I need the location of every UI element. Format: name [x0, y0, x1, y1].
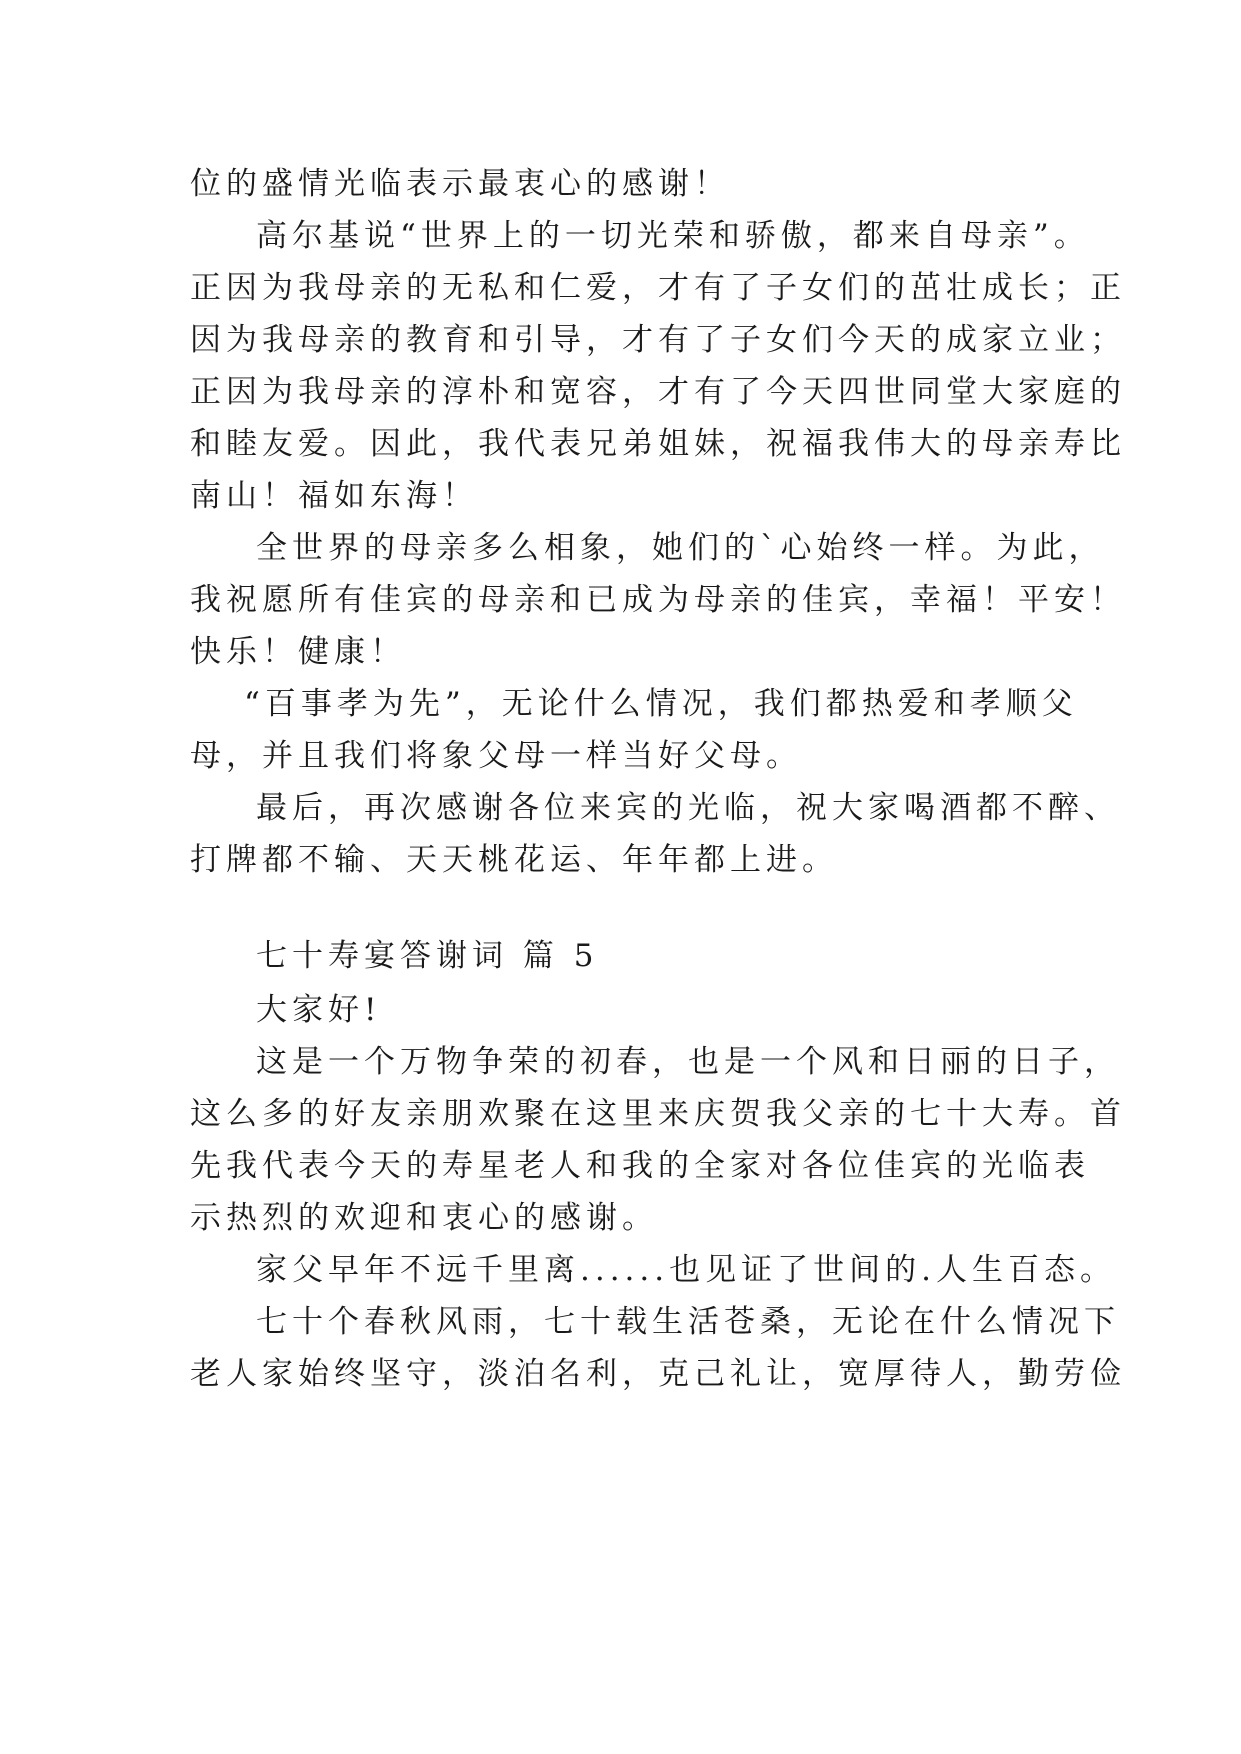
section-heading: 七十寿宴答谢词 篇 5 — [256, 938, 599, 974]
paragraph-line: 老人家始终坚守，淡泊名利，克己礼让，宽厚待人，勤劳俭 — [190, 1356, 1126, 1392]
paragraph-line: 这是一个万物争荣的初春，也是一个风和日丽的日子， — [256, 1044, 1120, 1080]
paragraph-line: “百事孝为先”，无论什么情况，我们都热爱和孝顺父 — [244, 686, 1078, 722]
paragraph-line: 这么多的好友亲朋欢聚在这里来庆贺我父亲的七十大寿。首 — [190, 1096, 1126, 1132]
paragraph-line: 高尔基说“世界上的一切光荣和骄傲，都来自母亲”。 — [256, 218, 1090, 254]
paragraph-line: 最后，再次感谢各位来宾的光临，祝大家喝酒都不醉、 — [256, 790, 1120, 826]
paragraph-line: 正因为我母亲的淳朴和宽容，才有了今天四世同堂大家庭的 — [190, 374, 1126, 410]
paragraph-line: 先我代表今天的寿星老人和我的全家对各位佳宾的光临表 — [190, 1148, 1090, 1184]
paragraph-line: 南山！福如东海！ — [190, 478, 478, 514]
paragraph-line: 家父早年不远千里离......也见证了世间的.人生百态。 — [256, 1252, 1116, 1288]
paragraph-line: 打牌都不输、天天桃花运、年年都上进。 — [190, 842, 838, 878]
paragraph-line: 我祝愿所有佳宾的母亲和已成为母亲的佳宾，幸福！平安！ — [190, 582, 1126, 618]
paragraph-line: 全世界的母亲多么相象，她们的`心始终一样。为此， — [256, 530, 1105, 566]
paragraph-line: 和睦友爱。因此，我代表兄弟姐妹，祝福我伟大的母亲寿比 — [190, 426, 1126, 462]
greeting-line: 大家好! — [256, 992, 382, 1028]
paragraph-line: 位的盛情光临表示最衷心的感谢！ — [190, 166, 730, 202]
paragraph-line: 正因为我母亲的无私和仁爱，才有了子女们的茁壮成长；正 — [190, 270, 1126, 306]
paragraph-line: 因为我母亲的教育和引导，才有了子女们今天的成家立业； — [190, 322, 1126, 358]
paragraph-line: 母，并且我们将象父母一样当好父母。 — [190, 738, 802, 774]
paragraph-line: 示热烈的欢迎和衷心的感谢。 — [190, 1200, 658, 1236]
paragraph-line: 快乐！健康！ — [190, 634, 406, 670]
paragraph-line: 七十个春秋风雨，七十载生活苍桑，无论在什么情况下 — [256, 1304, 1120, 1340]
